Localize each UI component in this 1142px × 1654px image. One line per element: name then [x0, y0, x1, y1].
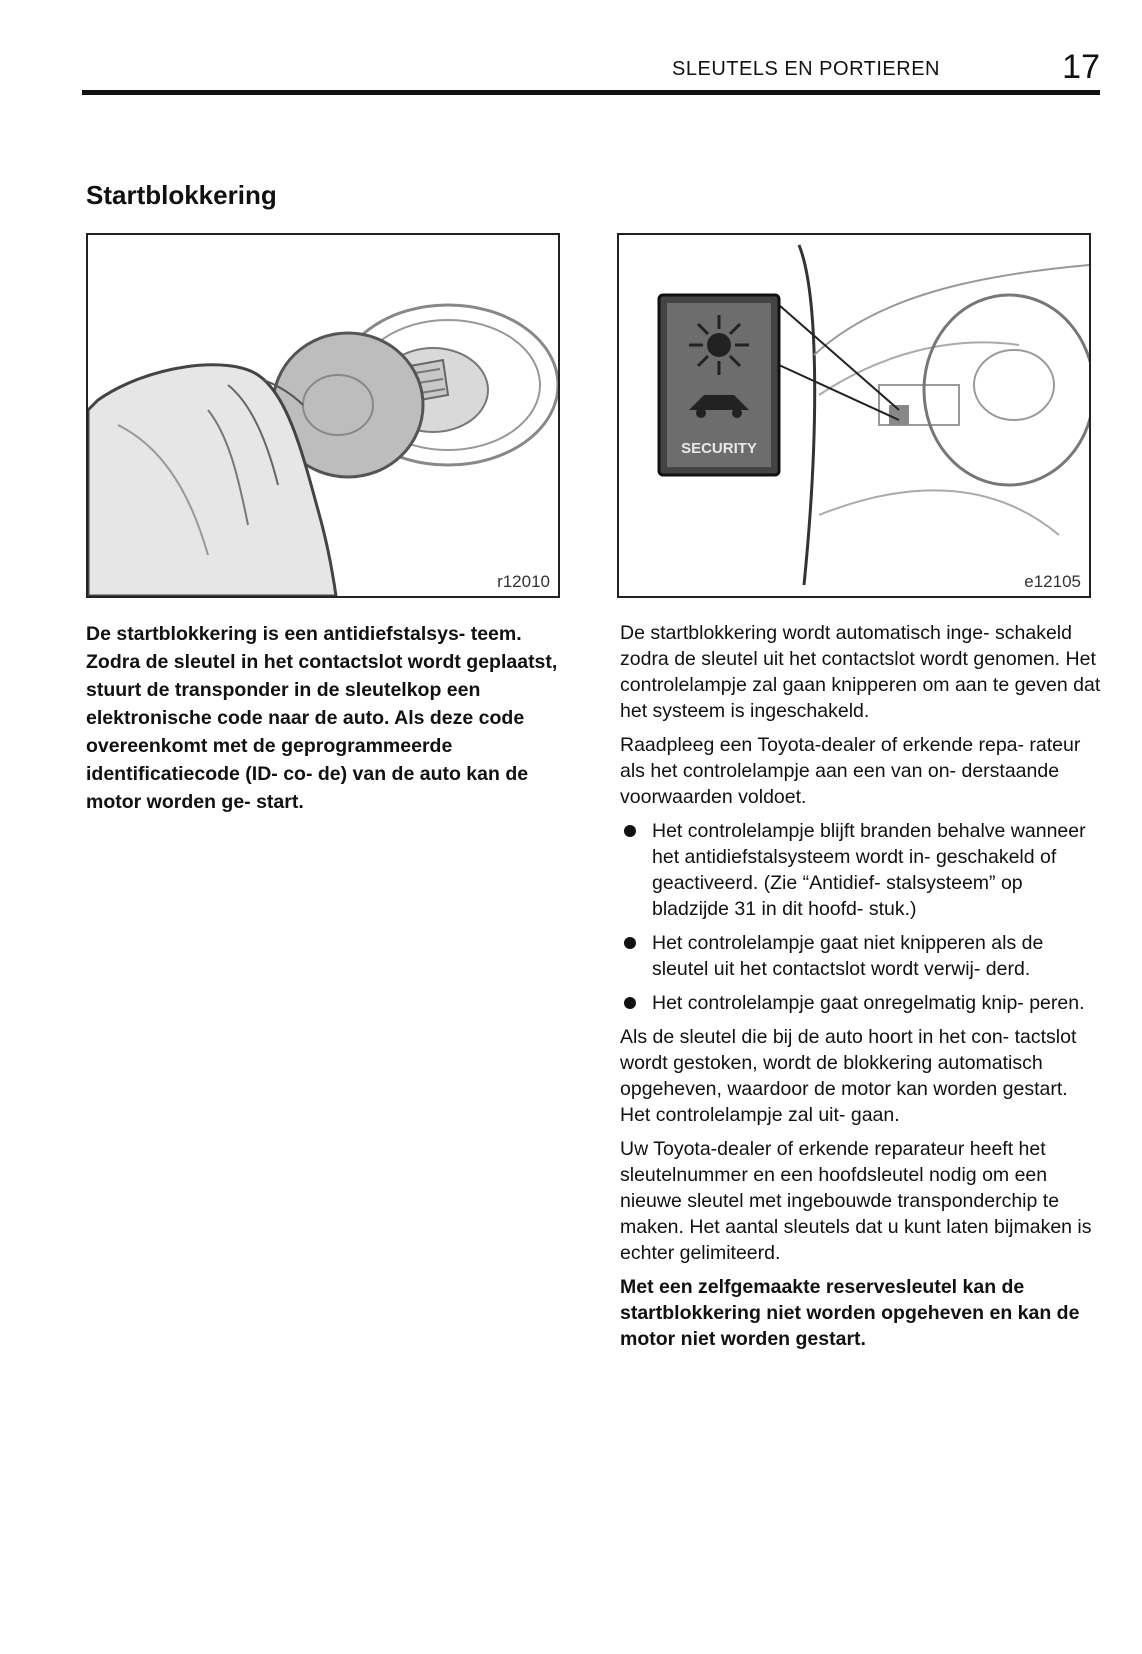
- list-item: [620, 930, 1102, 982]
- bullet-icon: [624, 825, 636, 837]
- figure-label: r12010: [497, 572, 550, 591]
- figure-label: e12105: [1024, 572, 1081, 591]
- list-item: [620, 990, 1102, 1016]
- dealer-paragraph: Uw Toyota‑dealer of erkende reparateur heeft het sleutelnummer en een hoofdsleutel nodig om een nieuwe sleutel met ingebouwde transponderchip te maken. Het aantal sleutels dat u kunt laten bijmaken is echter gelimiteerd.: [620, 1138, 1092, 1264]
- intro-paragraph: De startblokkering wordt automatisch inge- schakeld zodra de sleutel uit het contactslot wordt genomen. Het controlelampje zal gaan knipperen om aan te geven dat het systeem is ingeschakeld.: [620, 622, 1101, 722]
- security-badge: [659, 295, 779, 475]
- bullet-icon: [624, 997, 636, 1009]
- bullet-icon: [624, 937, 636, 949]
- key-ignition-illustration: [88, 235, 558, 596]
- list-item-text: Het controlelampje gaat onregelmatig knip- peren.: [652, 992, 1085, 1014]
- figure-security-indicator: [617, 233, 1091, 598]
- section-title: Startblokkering: [86, 180, 277, 210]
- warning-paragraph: Met een zelfgemaakte reservesleutel kan de startblokkering niet worden opgeheven en kan de motor niet worden gestart.: [620, 1276, 1080, 1350]
- running-header: SLEUTELS EN PORTIEREN: [672, 58, 940, 80]
- condition-list: [620, 818, 1102, 1016]
- page-number: 17: [1062, 48, 1100, 86]
- security-badge-text: SECURITY: [681, 440, 757, 457]
- list-item: [620, 818, 1102, 922]
- left-column-text: De startblokkering is een antidiefstalsys- teem. Zodra de sleutel in het contactslot wordt geplaatst, stuurt de transponder in de sleutelkop een elektronische code naar de auto. Als deze code overeenkomt met de geprogrammeerde identificatiecode (ID- co- de) van de auto kan de motor worden ge- start.: [86, 623, 558, 813]
- right-column: [620, 620, 1102, 1360]
- list-item-text: Het controlelampje blijft branden behalve wanneer het antidiefstalsysteem wordt in- geschakeld of geactiveerd. (Zie “Antidief- stalsysteem” op bladzijde 31 in dit hoofd- stuk.): [652, 820, 1086, 920]
- security-indicator-illustration: [619, 235, 1089, 596]
- figure-key-ignition: [86, 233, 560, 598]
- header-rule: [82, 90, 1100, 95]
- release-paragraph: Als de sleutel die bij de auto hoort in het con- tactslot wordt gestoken, wordt de blokkering automatisch opgeheven, waardoor de motor kan worden gestart. Het controlelampje zal uit- gaan.: [620, 1026, 1077, 1126]
- list-item-text: Het controlelampje gaat niet knipperen als de sleutel uit het contactslot wordt verwij- derd.: [652, 932, 1044, 980]
- consult-paragraph: Raadpleeg een Toyota‑dealer of erkende repa- rateur als het controlelampje aan een van on- derstaande voorwaarden voldoet.: [620, 734, 1081, 808]
